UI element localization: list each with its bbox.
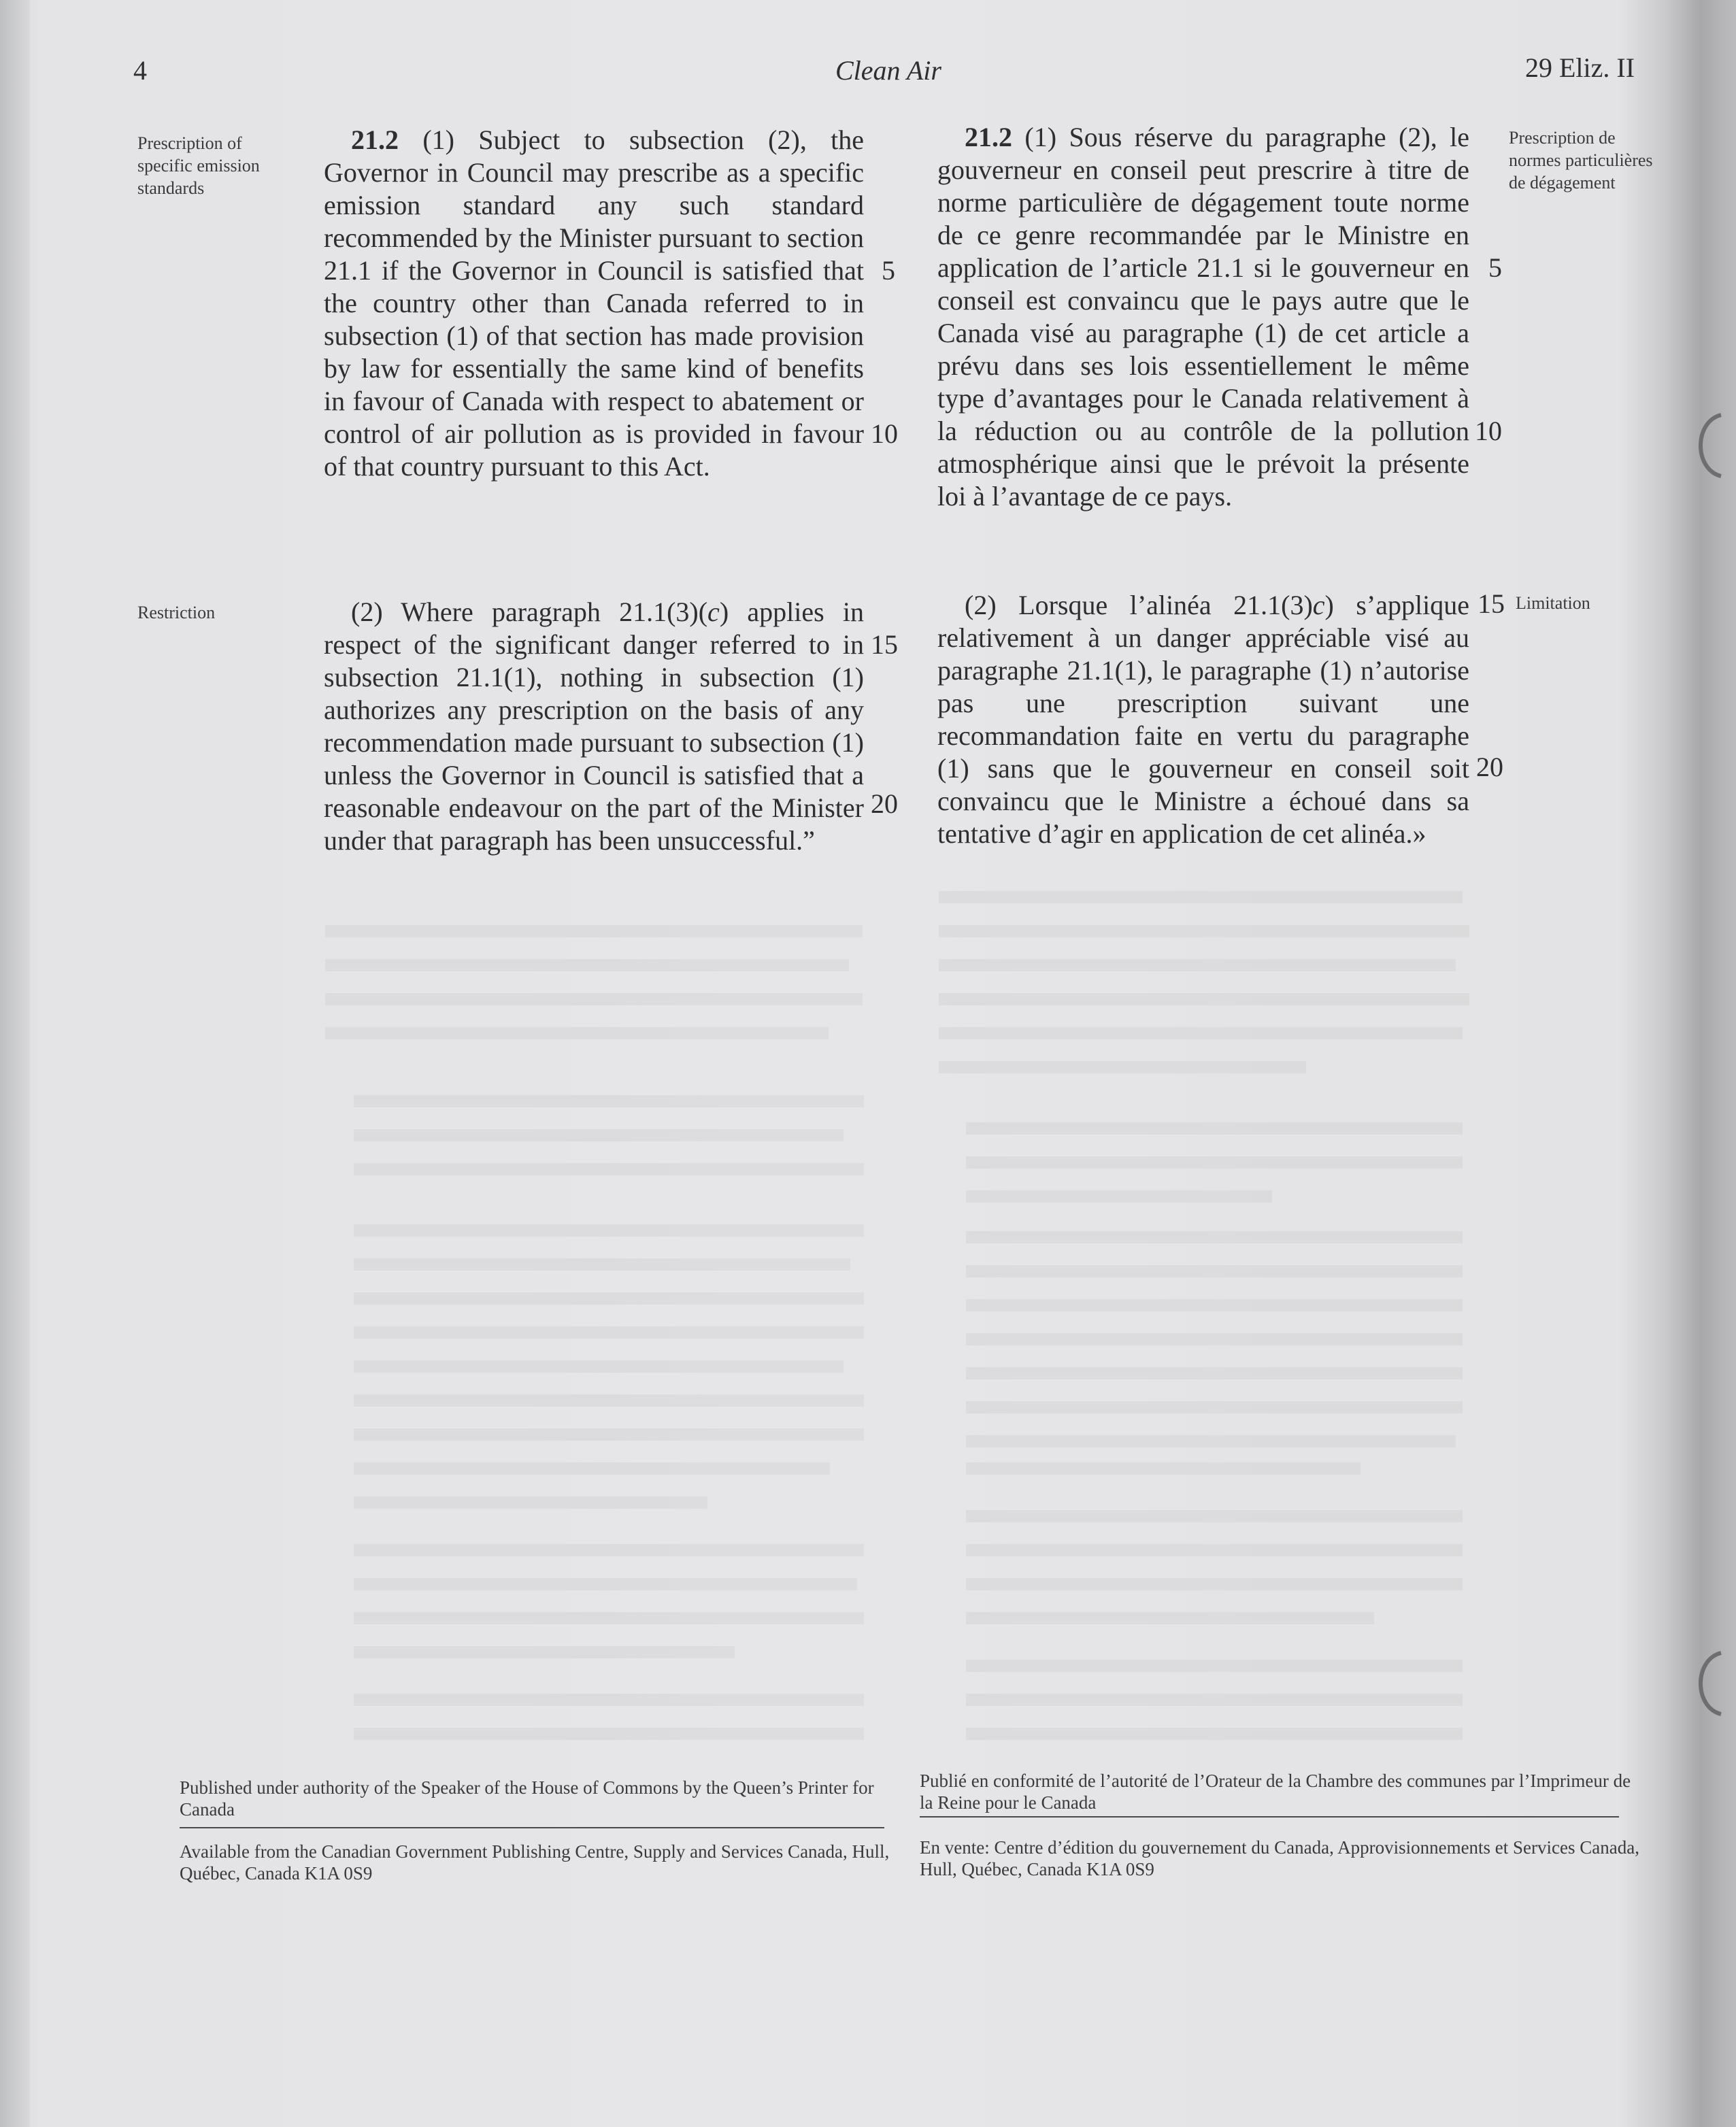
- french-subsection-2-text-b: ) s’applique relativement à un danger appréciable visé au paragraphe 21.1(1), le paragraphe (1) n’autorise pas une prescription suivant une recommandation faite en vertu du paragraphe (1) sans que le gouverneur en conseil soit convaincu que le Ministre a échoué dans sa tentative d’agir en application de cet alinéa.»: [937, 590, 1469, 849]
- french-subsection-2-italic: c: [1312, 590, 1325, 620]
- binder-clip-icon: [1680, 408, 1728, 483]
- section-number: 21.2: [351, 124, 399, 155]
- line-number: 5: [882, 255, 895, 286]
- french-subsection-2-text-a: (2) Lorsque l’alinéa 21.1(3): [965, 590, 1313, 620]
- marginal-note-prescription: Prescription of specific emission standards: [137, 133, 260, 198]
- running-title: Clean Air: [835, 55, 941, 86]
- english-subsection-1: [324, 124, 864, 483]
- marginal-note-limitation-fr: Limitation: [1516, 593, 1590, 613]
- english-subsection-2-text-b: ) applies in respect of the significant danger referred to in subsection 21.1(1), nothing in subsection (1) authorizes any prescription on the basis of any recommendation made pursuant to subsection (1) unless the Governor in Council is satisfied that a reasonable endeavour on the part of the Minister under that paragraph has been unsuccessful.”: [324, 597, 864, 856]
- english-subsection-2-italic: c: [707, 597, 720, 627]
- page-number: 4: [133, 55, 147, 86]
- footer-available-en: Available from the Canadian Government Publishing Centre, Supply and Services Canada, Hull, Québec, Canada K1A 0S9: [180, 1841, 890, 1883]
- section-number-fr: 21.2: [965, 122, 1012, 152]
- english-subsection-2: [324, 596, 864, 857]
- line-number: 5: [1488, 252, 1502, 283]
- regnal-year: 29 Eliz. II: [1525, 52, 1635, 83]
- english-subsection-1-text: (1) Subject to subsection (2), the Governor in Council may prescribe as a specific emission standard any such standard recommended by the Minister pursuant to section 21.1 if the Governor in Council is satisfied that the country other than Canada referred to in subsection (1) of that section has made provision by law for essentially the same kind of benefits in favour of Canada with respect to abatement or control of air pollution as is provided in favour of that country pursuant to this Act.: [324, 124, 864, 482]
- line-number: 15: [871, 629, 898, 660]
- french-subsection-1: [937, 121, 1469, 513]
- binder-clip-icon: [1680, 1646, 1728, 1721]
- line-number: 10: [871, 418, 898, 449]
- marginal-note-restriction: Restriction: [137, 603, 216, 622]
- footer-rule: [920, 1816, 1619, 1818]
- english-subsection-2-text-a: (2) Where paragraph 21.1(3)(: [351, 597, 708, 627]
- line-number: 15: [1478, 588, 1505, 619]
- marginal-note-prescription-fr: Prescription de normes particulières de dégagement: [1509, 128, 1653, 192]
- footer-available-fr: En vente: Centre d’édition du gouvernement du Canada, Approvisionnements et Services Canada, Hull, Québec, Canada K1A 0S9: [920, 1837, 1639, 1879]
- line-number: 20: [871, 788, 898, 819]
- footer-published-fr: Publié en conformité de l’autorité de l’Orateur de la Chambre des communes par l’Imprimeur de la Reine pour le Canada: [920, 1771, 1631, 1813]
- french-subsection-1-text: (1) Sous réserve du paragraphe (2), le gouverneur en conseil peut prescrire à titre de norme particulière de dégagement toute norme de ce genre recommandée par le Ministre en application de l’article 21.1 si le gouverneur en conseil est convaincu que le pays autre que le Canada visé au paragraphe (1) de cet article a prévu dans ses lois essentiellement le même type d’avantages pour le Canada relativement à la réduction ou au contrôle de la pollution atmosphérique ainsi que le prévoit la présente loi à l’avantage de ce pays.: [937, 122, 1469, 512]
- footer-rule: [180, 1827, 884, 1828]
- footer-published-en: Published under authority of the Speaker of the House of Commons by the Queen’s Printer for Canada: [180, 1777, 874, 1820]
- french-subsection-2: [937, 589, 1469, 850]
- line-number: 20: [1476, 752, 1503, 782]
- line-number: 10: [1475, 416, 1502, 446]
